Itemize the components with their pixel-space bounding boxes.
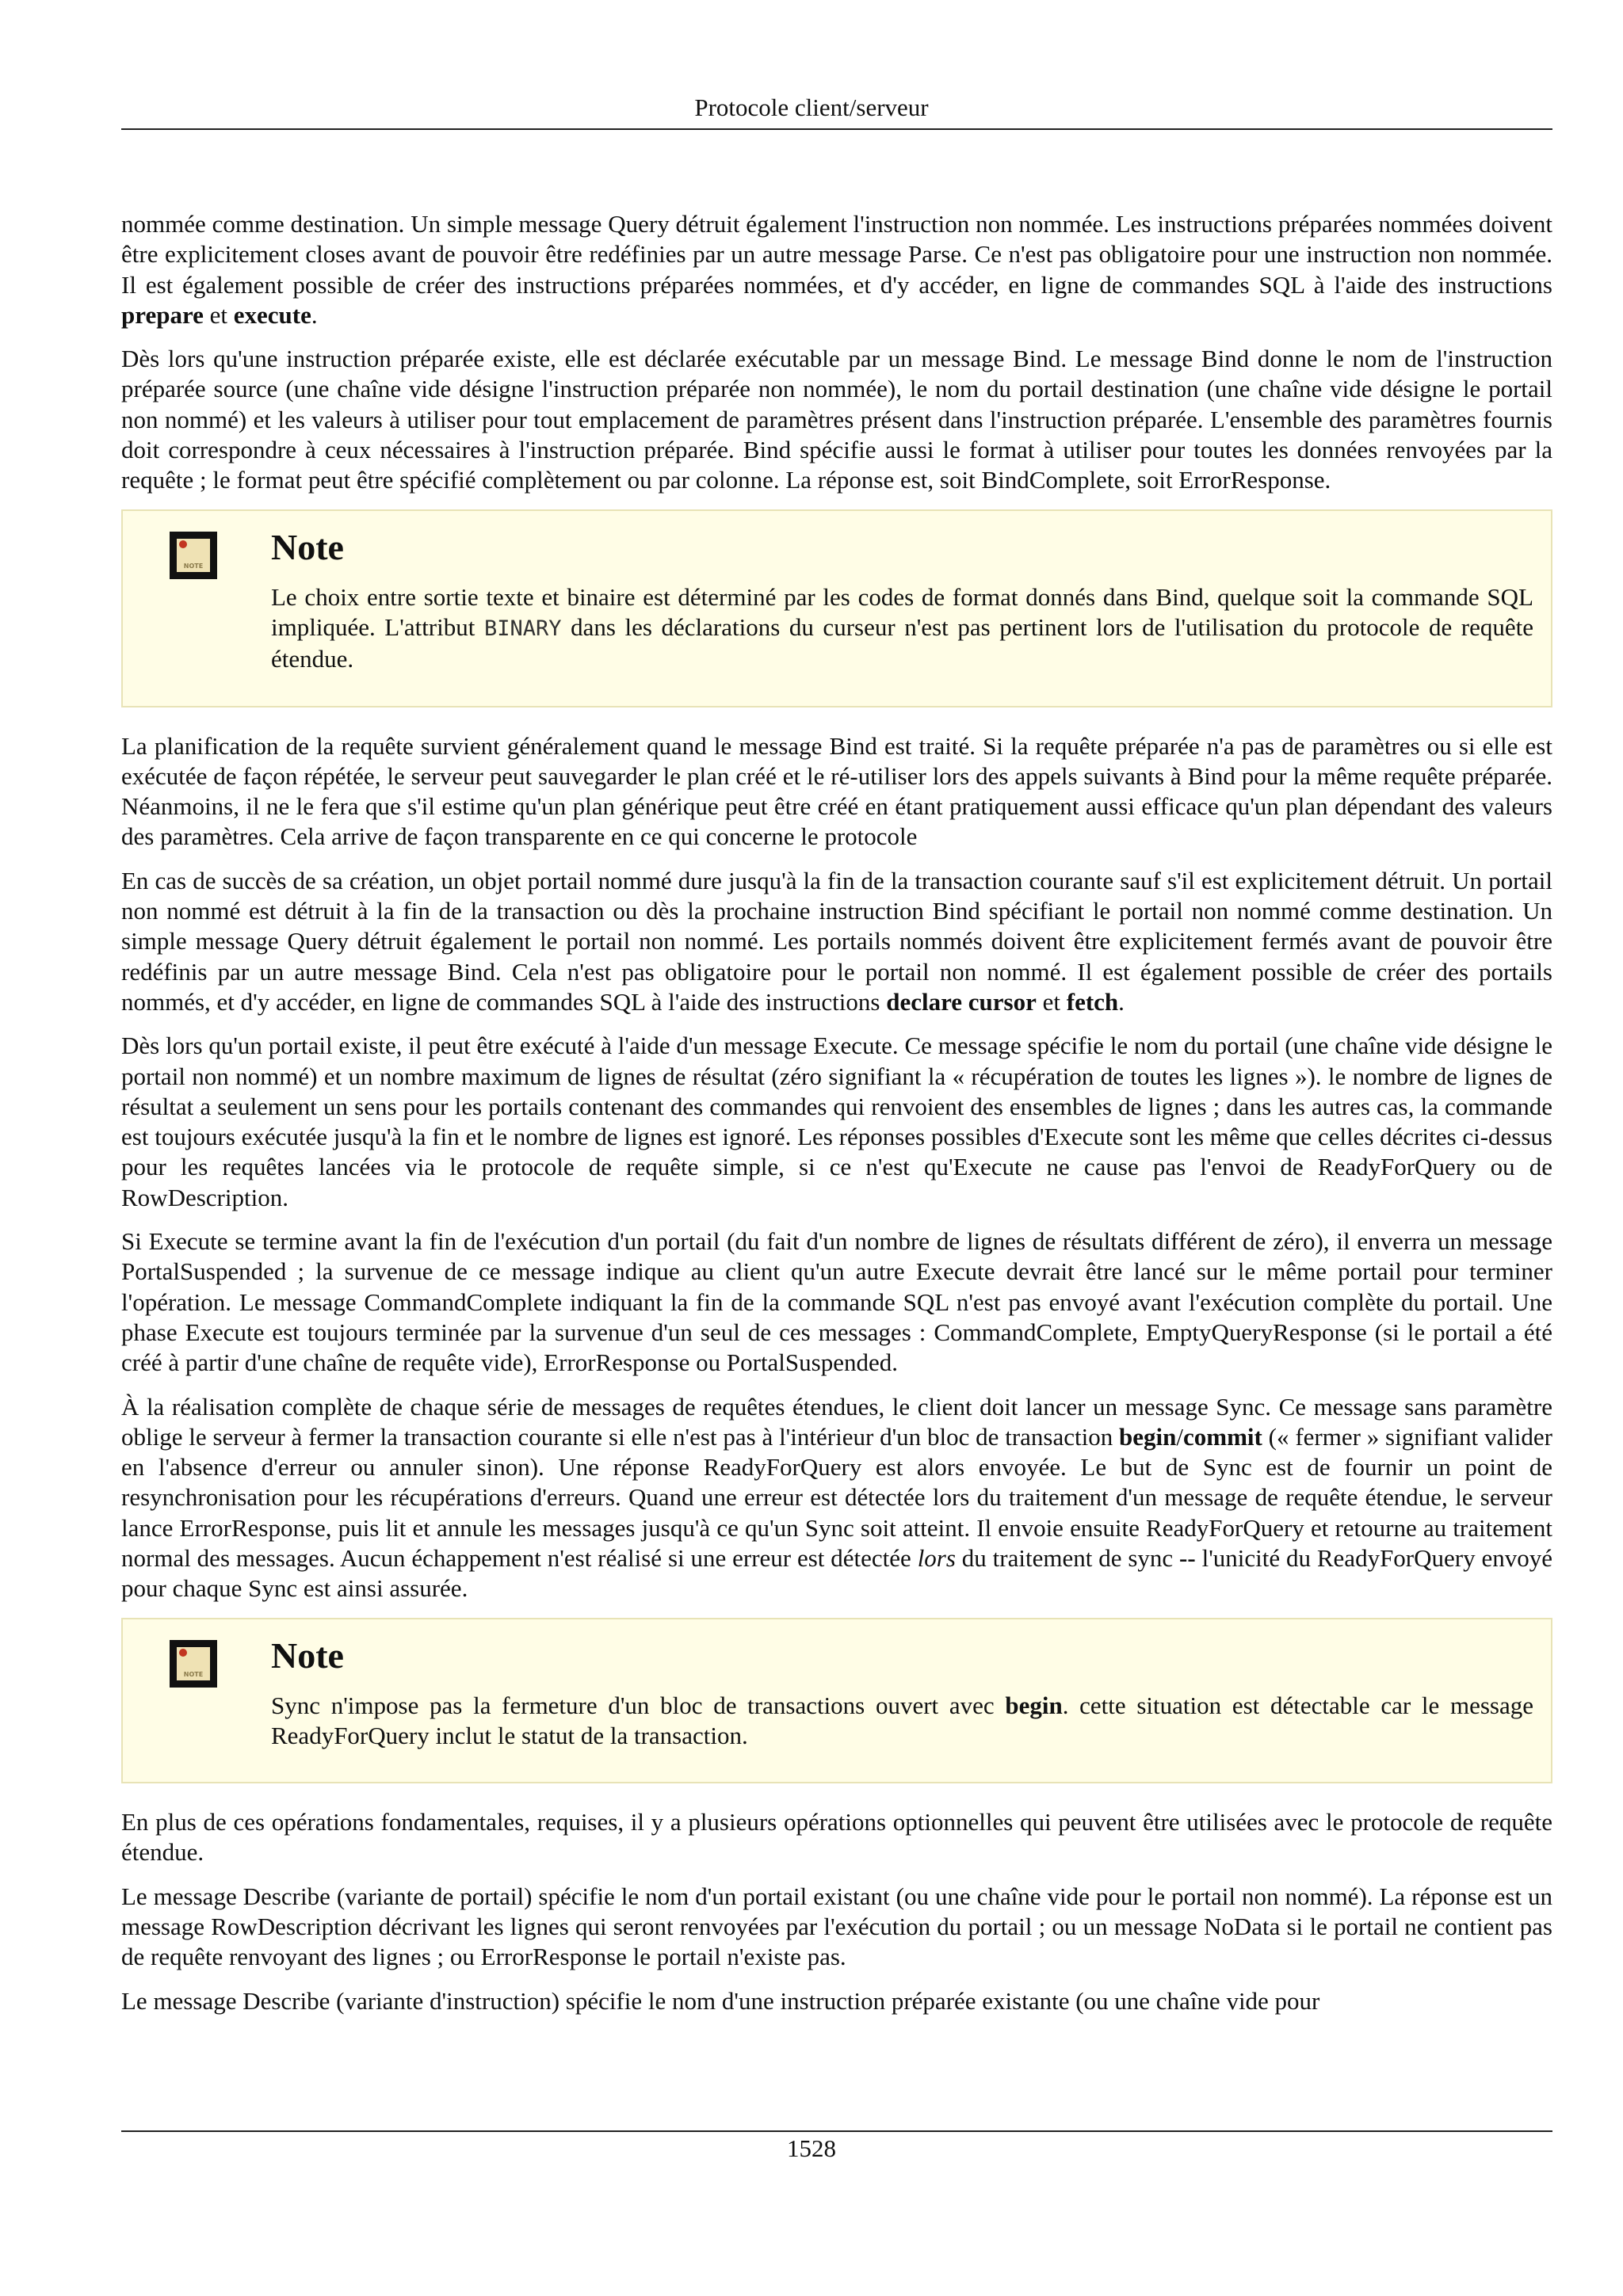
code-literal: BINARY	[483, 616, 562, 641]
keyword: fetch	[1066, 987, 1119, 1016]
paragraph: Le message Describe (variante d'instruction) spécifie le nom d'une instruction préparée existante (ou une chaîne vide pour	[121, 1986, 1320, 2015]
keyword: begin	[1119, 1422, 1177, 1451]
emphasis: lors	[917, 1543, 956, 1572]
running-header: Protocole client/serveur	[694, 93, 929, 121]
note-title: Note	[271, 526, 344, 567]
keyword: --	[1179, 1543, 1196, 1572]
paragraph: Le message Describe (variante de portail) spécifie le nom d'un portail existant (ou une chaîne vide pour le portail non nommé). La réponse est un message RowDescription décrivant les lignes qui seront renvoyées par l'exécution du portail ; ou un message NoData si le portail ne contient pas de requête renvoyant des lignes ; ou ErrorResponse le portail n'existe pas.	[121, 1882, 1552, 1971]
paragraph: nommée comme destination. Un simple message Query détruit également l'instruction non nommée. Les instructions préparées nommées doivent être explicitement closes avant de pouvoir être redéfinies par un autre message Parse. Ce n'est pas obligatoire pour une instruction non nommée. Il est également possible de créer des instructions préparées nommées, et d'y accéder, en ligne de commandes SQL à l'aide des instructions prepare et execute.	[121, 210, 1552, 329]
note-box	[121, 1618, 1552, 1784]
pin-icon	[179, 540, 187, 548]
header-rule	[121, 128, 1552, 130]
note-title: Note	[271, 1634, 344, 1676]
page-content	[121, 209, 1552, 2030]
note-icon: NOTE	[170, 1640, 217, 1688]
note-box	[121, 509, 1552, 707]
paragraph: En cas de succès de sa création, un objet portail nommé dure jusqu'à la fin de la transaction courante sauf s'il est explicitement détruit. Un portail non nommé est détruit à la fin de la transaction ou dès la prochaine instruction Bind spécifiant le portail non nommé comme destination. Un simple message Query détruit également le portail non nommé. Les portails nommés doivent être explicitement fermés avant de pouvoir être redéfinis par un autre message Bind. Cela n'est pas obligatoire pour le portail non nommé. Il est également possible de créer des portails nommés, et d'y accéder, en ligne de commandes SQL à l'aide des instructions declare cursor et fetch.	[121, 866, 1552, 1016]
paragraph: Si Execute se termine avant la fin de l'exécution d'un portail (du fait d'un nombre de lignes de résultats différent de zéro), il enverra un message PortalSuspended ; la survenue de ce message indique au client qu'un autre Execute devrait être lancé sur le même portail pour terminer l'opération. Le message CommandComplete indiquant la fin de la commande SQL n'est pas envoyé avant l'exécution complète du portail. Une phase Execute est toujours terminée par la survenue d'un seul de ces messages : CommandComplete, EmptyQueryResponse (si le portail a été créé à partir d'une chaîne de requête vide), ErrorResponse ou PortalSuspended.	[121, 1227, 1552, 1377]
pin-icon	[179, 1649, 187, 1657]
keyword: prepare	[121, 300, 204, 329]
keyword: declare cursor	[886, 987, 1037, 1016]
paragraph: Dès lors qu'un portail existe, il peut être exécuté à l'aide d'un message Execute. Ce message spécifie le nom du portail (une chaîne vide désigne le portail non nommé) et un nombre maximum de lignes de résultat (zéro signifiant la « récupération de toutes les lignes »). le nombre de lignes de résultat a seulement un sens pour les portails contenant des commandes qui renvoient des ensembles de lignes ; dans les autres cas, la commande est toujours exécutée jusqu'à la fin et le nombre de lignes est ignoré. Les réponses possibles d'Execute sont les même que celles décrites ci-dessus pour les requêtes lancées via le protocole de requête simple, si ce n'est qu'Execute ne cause pas l'envoi de ReadyForQuery ou de RowDescription.	[121, 1032, 1552, 1211]
note-text: Le choix entre sortie texte et binaire est déterminé par les codes de format donnés dans Bind, quelque soit la commande SQL impliquée. L'attribut BINARY dans les déclarations du curseur n'est pas pertinent lors de l'utilisation du protocole de requête étendue.	[271, 582, 1534, 673]
footer-rule	[121, 2130, 1552, 2132]
note-text: Sync n'impose pas la fermeture d'un bloc de transactions ouvert avec begin. cette situation est détectable car le message ReadyForQuery inclut le statut de la transaction.	[271, 1691, 1533, 1749]
paragraph: En plus de ces opérations fondamentales, requises, il y a plusieurs opérations optionnelles qui peuvent être utilisées avec le protocole de requête étendue.	[121, 1808, 1552, 1867]
keyword: begin	[1005, 1691, 1063, 1719]
page-number: 1528	[787, 2134, 836, 2162]
paragraph: La planification de la requête survient généralement quand le message Bind est traité. Si la requête préparée n'a pas de paramètres ou si elle est exécutée de façon répétée, le serveur peut sauvegarder le plan créé et le ré-utiliser lors des appels suivants à Bind pour la même requête préparée. Néanmoins, il ne le fera que s'il estime qu'un plan générique peut être créé en étant pratiquement aussi efficace qu'un plan dépendant des valeurs des paramètres. Cela arrive de façon transparente en ce qui concerne le protocole	[121, 731, 1552, 851]
keyword: execute	[233, 300, 311, 329]
paragraph: À la réalisation complète de chaque série de messages de requêtes étendues, le client doit lancer un message Sync. Ce message sans paramètre oblige le serveur à fermer la transaction courante si elle n'est pas à l'intérieur d'un bloc de transaction begin/commit (« fermer » signifiant valider en l'absence d'erreur ou annuler sinon). Une réponse ReadyForQuery est alors envoyée. Le but de Sync est de fournir un point de resynchronisation pour les récupérations d'erreurs. Quand une erreur est détectée lors du traitement d'un message de requête étendue, le serveur lance ErrorResponse, puis lit et annule les messages jusqu'à ce qu'un Sync soit atteint. Il envoie ensuite ReadyForQuery et retourne au traitement normal des messages. Aucun échappement n'est réalisé si une erreur est détectée lors du traitement de sync -- l'unicité du ReadyForQuery envoyé pour chaque Sync est ainsi assurée.	[121, 1392, 1553, 1603]
keyword: commit	[1183, 1422, 1262, 1451]
paragraph: Dès lors qu'une instruction préparée existe, elle est déclarée exécutable par un message Bind. Le message Bind donne le nom de l'instruction préparée source (une chaîne vide désigne l'instruction préparée non nommée), le nom du portail destination (une chaîne vide désigne le portail non nommé) et les valeurs à utiliser pour tout emplacement de paramètres présent dans l'instruction préparée. L'ensemble des paramètres fournis doit correspondre à ceux nécessaires à l'instruction préparée. Bind spécifie aussi le format à utiliser pour toutes les données renvoyées par la requête ; le format peut être spécifié complètement ou par colonne. La réponse est, soit BindComplete, soit ErrorResponse.	[121, 345, 1552, 494]
note-icon: NOTE	[170, 532, 217, 579]
